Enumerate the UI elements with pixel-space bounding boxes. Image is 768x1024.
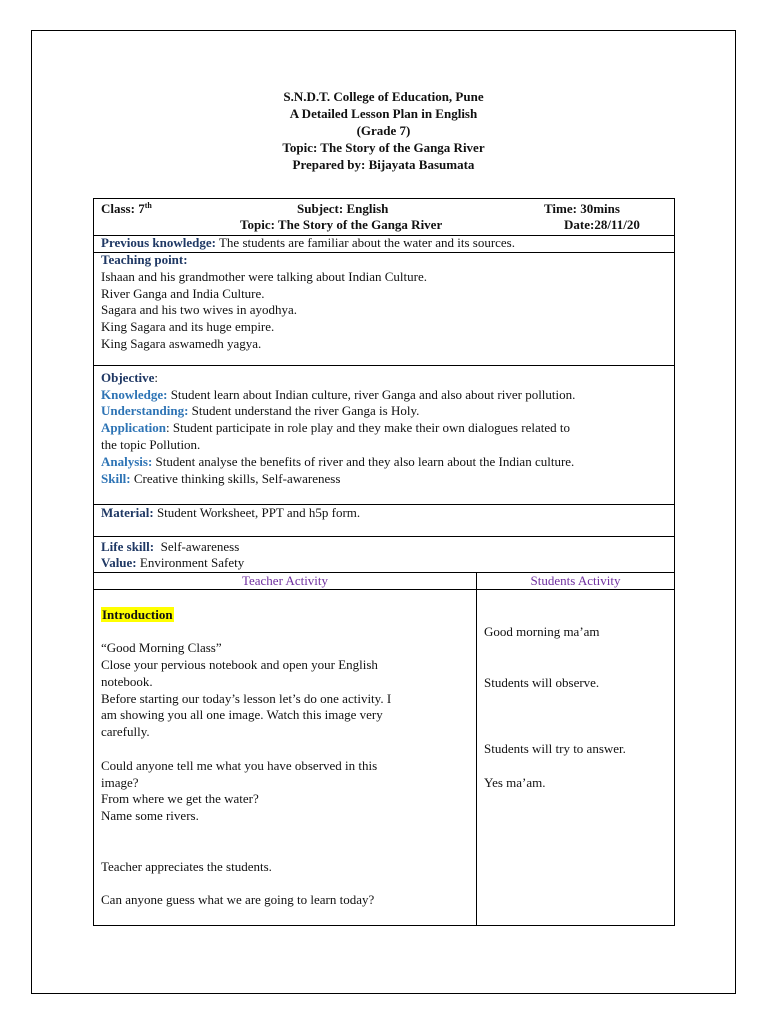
value: Value: Environment Safety — [101, 555, 245, 570]
objective-knowledge: Knowledge: Student learn about Indian culture, river Ganga and also about river pollution. — [101, 387, 576, 402]
date: Date:28/11/20 — [564, 217, 640, 232]
objective-application-cont: the topic Pollution. — [101, 437, 201, 452]
teaching-point-line: River Ganga and India Culture. — [101, 286, 265, 301]
teaching-point-line: King Sagara and its huge empire. — [101, 319, 275, 334]
student-line: Yes ma’am. — [484, 775, 546, 790]
document-header — [31, 88, 736, 173]
previous-knowledge-label: Previous knowledge: — [101, 235, 216, 250]
row-divider — [94, 365, 674, 366]
teacher-line: notebook. — [101, 674, 153, 689]
teacher-line: am showing you all one image. Watch this image very — [101, 707, 383, 722]
students-activity-header: Students Activity — [530, 573, 621, 588]
introduction-heading: Introduction — [102, 607, 173, 622]
row-divider — [94, 536, 674, 537]
student-line: Students will observe. — [484, 675, 600, 690]
previous-knowledge — [101, 235, 515, 252]
teacher-line: Teacher appreciates the students. — [101, 859, 272, 874]
teaching-point-line: King Sagara aswamedh yagya. — [101, 336, 262, 351]
teaching-point-line: Ishaan and his grandmother were talking about Indian Culture. — [101, 269, 427, 284]
life-skill: Life skill: Self-awareness — [101, 539, 240, 554]
teacher-line: “Good Morning Class” — [101, 640, 222, 655]
column-divider — [476, 572, 477, 925]
teacher-line: Before starting our today’s lesson let’s do one activity. I — [101, 691, 392, 706]
teaching-point-label: Teaching point: — [101, 252, 188, 267]
teacher-line: carefully. — [101, 724, 150, 739]
objective-understanding: Understanding: Student understand the river Ganga is Holy. — [101, 403, 420, 418]
teacher-line: Could anyone tell me what you have observed in this — [101, 758, 378, 773]
college-name: S.N.D.T. College of Education, Pune — [283, 89, 484, 104]
teacher-line: image? — [101, 775, 139, 790]
lesson-plan-table — [93, 198, 675, 926]
previous-knowledge-text: The students are familiar about the water and its sources. — [218, 235, 515, 250]
objective-skill: Skill: Creative thinking skills, Self-awareness — [101, 471, 341, 486]
info-topic: Topic: The Story of the Ganga River — [240, 217, 443, 232]
student-line: Good morning ma’am — [484, 624, 600, 639]
teacher-line: Close your pervious notebook and open your English — [101, 657, 378, 672]
class-label: Class: 7th — [101, 201, 152, 216]
objective-application: Application: Student participate in role play and they make their own dialogues related to — [101, 420, 570, 435]
teaching-point-line: Sagara and his two wives in ayodhya. — [101, 302, 298, 317]
time: Time: 30mins — [544, 201, 620, 216]
material: Material: Student Worksheet, PPT and h5p form. — [101, 505, 361, 520]
objective-heading: Objective: — [101, 370, 159, 385]
prepared-by: Prepared by: Bijayata Basumata — [292, 157, 475, 172]
teacher-activity-header: Teacher Activity — [241, 573, 329, 588]
subject: Subject: English — [297, 201, 389, 216]
teacher-line: Name some rivers. — [101, 808, 199, 823]
header-topic: Topic: The Story of the Ganga River — [282, 140, 485, 155]
objective-analysis: Analysis: Student analyse the benefits of river and they also learn about the Indian culture. — [101, 454, 575, 469]
student-line: Students will try to answer. — [484, 741, 626, 756]
grade: (Grade 7) — [356, 123, 411, 138]
plan-title: A Detailed Lesson Plan in English — [289, 106, 478, 121]
teacher-line: Can anyone guess what we are going to learn today? — [101, 892, 375, 907]
teacher-line: From where we get the water? — [101, 791, 259, 806]
